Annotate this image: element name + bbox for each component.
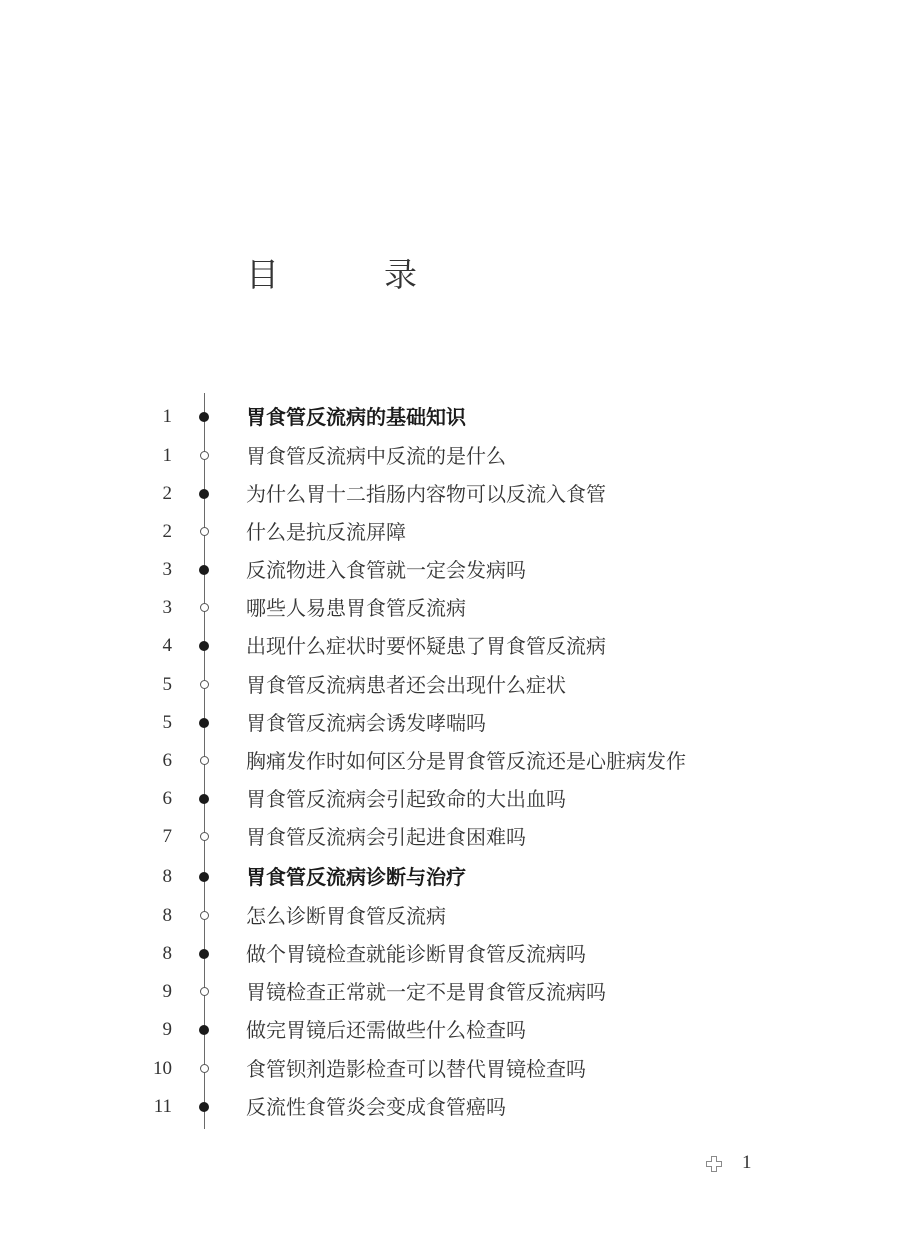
toc-entry[interactable]: [0, 627, 900, 665]
toc-page-number: 5: [162, 712, 172, 733]
toc-page-number: 8: [162, 866, 172, 887]
filled-dot-marker: [199, 794, 209, 804]
toc-page-number: 8: [162, 943, 172, 964]
toc-entry[interactable]: [0, 1050, 900, 1088]
toc-entry[interactable]: [0, 935, 900, 973]
toc-page-number: 9: [162, 981, 172, 1002]
toc-page-number: 5: [162, 674, 172, 695]
toc-page-number: 9: [162, 1019, 172, 1040]
toc-entry[interactable]: [0, 589, 900, 627]
toc-section-heading[interactable]: [0, 398, 900, 436]
hollow-dot-marker: [200, 680, 209, 689]
toc-page-number: 3: [162, 559, 172, 580]
toc-entry-title: 胃食管反流病的基础知识: [246, 405, 466, 429]
toc-entry-title: 出现什么症状时要怀疑患了胃食管反流病: [246, 634, 606, 658]
toc-entry-title: 做完胃镜后还需做些什么检查吗: [246, 1018, 526, 1042]
toc-entry[interactable]: [0, 897, 900, 935]
toc-entry-title: 什么是抗反流屏障: [246, 520, 406, 544]
hollow-dot-marker: [200, 911, 209, 920]
toc-page-number: 11: [153, 1096, 172, 1117]
filled-dot-marker: [199, 565, 209, 575]
toc-entry[interactable]: [0, 437, 900, 475]
filled-dot-marker: [199, 412, 209, 422]
toc-section-heading[interactable]: [0, 858, 900, 896]
toc-entry-title: 为什么胃十二指肠内容物可以反流入食管: [246, 482, 606, 506]
toc-entry-title: 胃食管反流病中反流的是什么: [246, 444, 506, 468]
toc-entry[interactable]: [0, 551, 900, 589]
toc-entry[interactable]: [0, 1011, 900, 1049]
hollow-dot-marker: [200, 756, 209, 765]
hollow-dot-marker: [200, 987, 209, 996]
toc-page-number: 7: [162, 826, 172, 847]
toc-entry-title: 胃食管反流病会引起进食困难吗: [246, 825, 526, 849]
filled-dot-marker: [199, 1102, 209, 1112]
toc-page-number: 10: [153, 1058, 172, 1079]
cross-outline-icon: [706, 1156, 722, 1172]
toc-entry[interactable]: [0, 973, 900, 1011]
filled-dot-marker: [199, 641, 209, 651]
toc-entry-title: 反流物进入食管就一定会发病吗: [246, 558, 526, 582]
page-footer: [700, 1148, 780, 1178]
toc-page-number: 6: [162, 750, 172, 771]
page-number: 1: [742, 1152, 752, 1173]
toc-entry-title: 胃食管反流病患者还会出现什么症状: [246, 673, 566, 697]
toc-page-number: 1: [162, 406, 172, 427]
toc-entry-title: 胃食管反流病诊断与治疗: [246, 865, 466, 889]
toc-entry-title: 胸痛发作时如何区分是胃食管反流还是心脏病发作: [246, 749, 686, 773]
toc-page-number: 3: [162, 597, 172, 618]
filled-dot-marker: [199, 1025, 209, 1035]
toc-entry[interactable]: [0, 475, 900, 513]
toc-entry[interactable]: [0, 742, 900, 780]
hollow-dot-marker: [200, 1064, 209, 1073]
toc-title: 目 录: [246, 255, 453, 294]
toc-entry-title: 胃食管反流病会诱发哮喘吗: [246, 711, 486, 735]
hollow-dot-marker: [200, 527, 209, 536]
toc-entry-title: 胃食管反流病会引起致命的大出血吗: [246, 787, 566, 811]
toc-entry[interactable]: [0, 704, 900, 742]
filled-dot-marker: [199, 718, 209, 728]
toc-entry[interactable]: [0, 780, 900, 818]
toc-entry-title: 反流性食管炎会变成食管癌吗: [246, 1095, 506, 1119]
filled-dot-marker: [199, 949, 209, 959]
hollow-dot-marker: [200, 451, 209, 460]
hollow-dot-marker: [200, 603, 209, 612]
toc-page-number: 1: [162, 445, 172, 466]
toc-entry[interactable]: [0, 1088, 900, 1126]
toc-entry-title: 做个胃镜检查就能诊断胃食管反流病吗: [246, 942, 586, 966]
toc-page-number: 8: [162, 905, 172, 926]
hollow-dot-marker: [200, 832, 209, 841]
toc-entry[interactable]: [0, 818, 900, 856]
toc-entry-title: 怎么诊断胃食管反流病: [246, 904, 446, 928]
filled-dot-marker: [199, 489, 209, 499]
filled-dot-marker: [199, 872, 209, 882]
toc-entry-title: 胃镜检查正常就一定不是胃食管反流病吗: [246, 980, 606, 1004]
toc-page-number: 2: [162, 483, 172, 504]
toc-page-number: 4: [162, 635, 172, 656]
toc-entry-title: 食管钡剂造影检查可以替代胃镜检查吗: [246, 1057, 586, 1081]
toc-entry[interactable]: [0, 513, 900, 551]
toc-page-number: 2: [162, 521, 172, 542]
toc-entry-title: 哪些人易患胃食管反流病: [246, 596, 466, 620]
toc-page-number: 6: [162, 788, 172, 809]
toc-entry[interactable]: [0, 666, 900, 704]
